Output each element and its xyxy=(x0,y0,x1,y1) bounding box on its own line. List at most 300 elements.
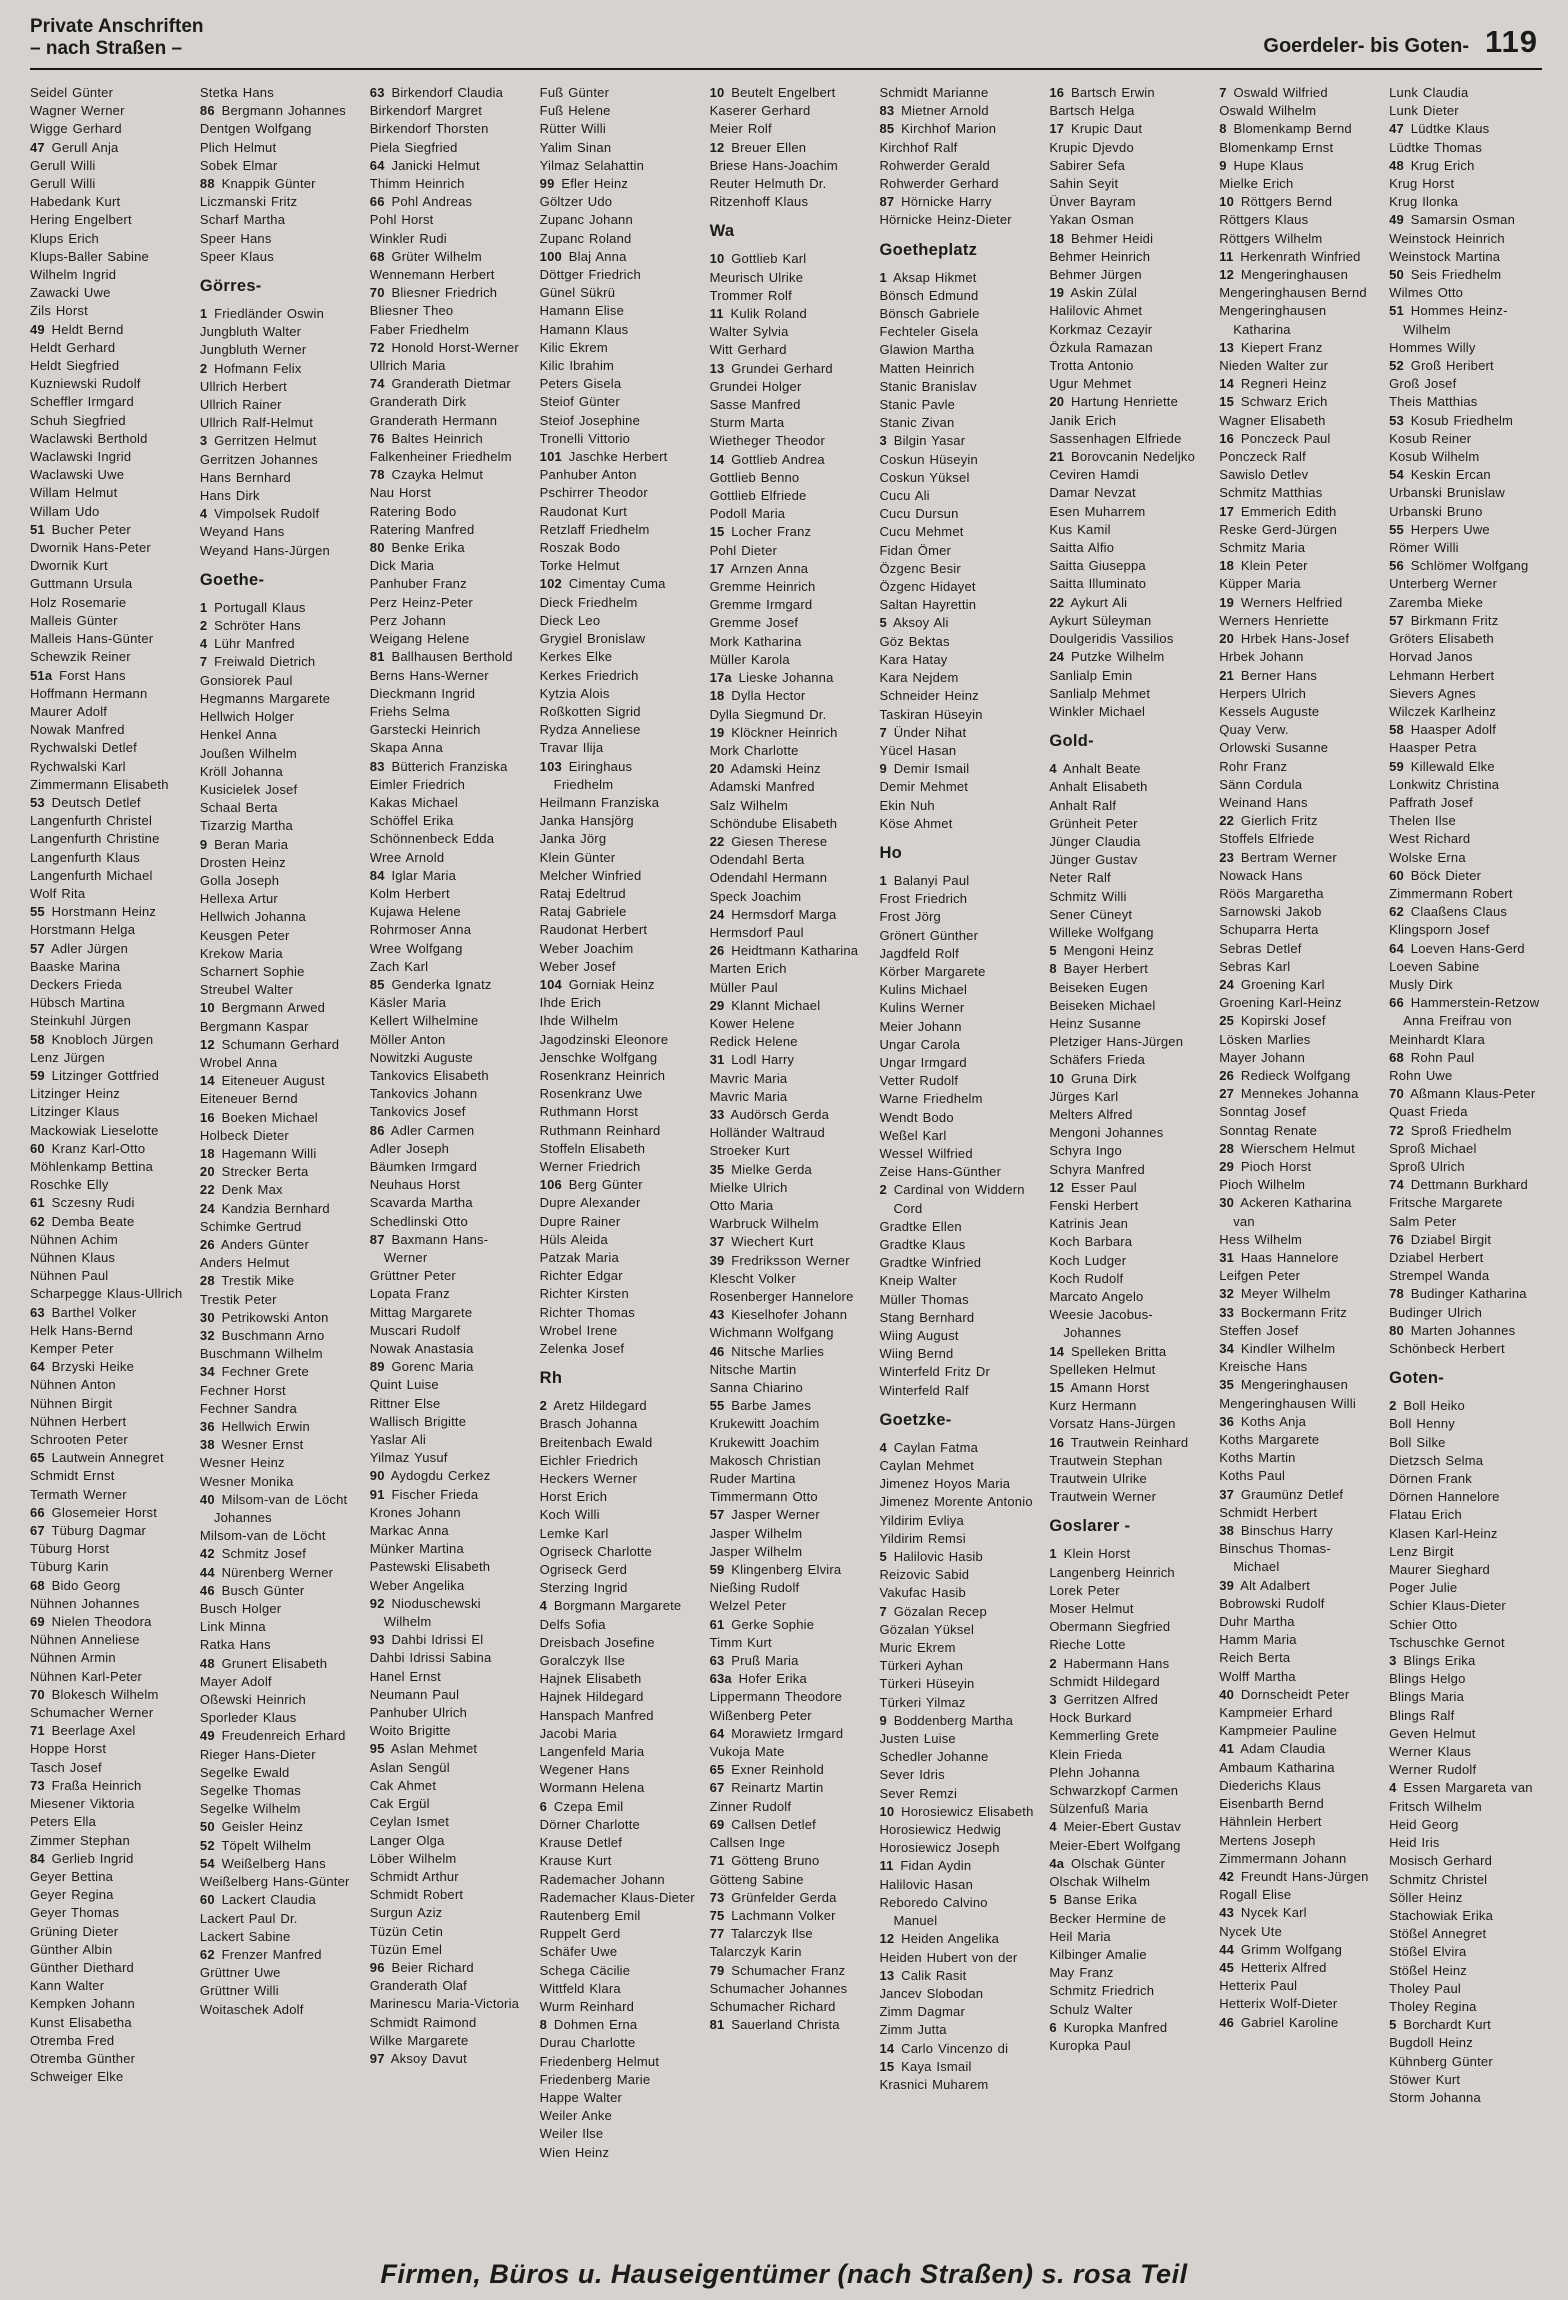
directory-entry: Boll Silke xyxy=(1389,1434,1446,1450)
street-header: Wa xyxy=(709,222,735,241)
house-number: 24 xyxy=(1219,976,1235,992)
house-number: 30 xyxy=(199,1309,215,1325)
directory-entry: Krukewitt Joachim xyxy=(709,1434,820,1450)
directory-entry: Tankovics Elisabeth xyxy=(369,1067,489,1083)
directory-entry: Lunk Dieter xyxy=(1389,103,1459,119)
directory-entry: Winterfeld Ralf xyxy=(879,1382,969,1398)
house-number: 78 xyxy=(369,467,385,483)
directory-entry: Langer Olga xyxy=(369,1832,445,1848)
directory-entry: Bönsch Edmund xyxy=(879,287,979,303)
directory-entry: Pschirrer Theodor xyxy=(539,485,648,501)
directory-entry: Hommes Willy xyxy=(1389,339,1476,355)
directory-entry: 20 Strecker Berta xyxy=(199,1164,309,1180)
directory-entry: Fuß Helene xyxy=(539,103,611,119)
directory-entry: Kytzia Alois xyxy=(539,685,610,701)
directory-entry: 66 Glosemeier Horst xyxy=(30,1504,158,1520)
directory-entry: 88 Knappik Günter xyxy=(199,176,316,192)
directory-entry: Jenschke Wolfgang xyxy=(539,1049,658,1065)
house-number: 97 xyxy=(369,2050,385,2066)
directory-entry: Özgenc Hidayet xyxy=(879,579,976,595)
directory-entry: 87 Baxmann Hans-Werner xyxy=(369,1231,489,1265)
directory-entry: Dörner Charlotte xyxy=(539,1816,640,1832)
directory-entry: Hetterix Wolf-Dieter xyxy=(1219,1996,1338,2012)
house-number: 73 xyxy=(30,1777,45,1793)
directory-entry: Oswald Wilhelm xyxy=(1219,103,1317,119)
directory-entry: Gremme Josef xyxy=(709,615,799,631)
directory-entry: 1 Klein Horst xyxy=(1049,1546,1131,1562)
house-number: 10 xyxy=(1049,1070,1065,1086)
directory-entry: Cak Ergül xyxy=(369,1796,430,1812)
house-number: 76 xyxy=(1389,1231,1404,1247)
directory-entry: Gonsiorek Paul xyxy=(199,672,293,688)
directory-entry: 78 Budinger Katharina xyxy=(1389,1286,1527,1302)
directory-entry: 5 Mengoni Heinz xyxy=(1049,943,1154,959)
directory-entry: Schöffel Erika xyxy=(369,813,454,829)
house-number: 2 xyxy=(539,1398,548,1414)
house-number: 70 xyxy=(369,285,385,301)
house-number: 80 xyxy=(369,540,385,556)
directory-entry: Stöwer Kurt xyxy=(1389,2071,1461,2087)
directory-entry: Fechteler Gisela xyxy=(879,324,979,340)
house-number: 92 xyxy=(369,1595,385,1611)
street-header: Goten- xyxy=(1389,1369,1445,1388)
directory-entry: Geyer Bettina xyxy=(30,1868,114,1884)
directory-entry: Ungar Carola xyxy=(879,1036,961,1052)
house-number: 52 xyxy=(1389,358,1404,374)
directory-entry: Hamann Klaus xyxy=(539,321,629,337)
directory-entry: 2 Aretz Hildegard xyxy=(539,1398,647,1414)
directory-entry: 4 Borgmann Margarete xyxy=(539,1598,682,1614)
directory-entry: Tankovics Johann xyxy=(369,1086,478,1102)
directory-entry: Birkendorf Thorsten xyxy=(369,121,489,137)
directory-entry: 15 Amann Horst xyxy=(1049,1380,1150,1396)
directory-entry: Ruthmann Horst xyxy=(539,1104,639,1120)
directory-entry: Jünger Claudia xyxy=(1049,833,1141,849)
directory-entry: Mosisch Gerhard xyxy=(1389,1853,1493,1869)
directory-entry: Cucu Dursun xyxy=(879,506,959,522)
house-number: 90 xyxy=(369,1468,385,1484)
directory-entry: Ratering Bodo xyxy=(369,503,457,519)
directory-entry: Neuhaus Horst xyxy=(369,1177,461,1193)
directory-entry: Schäfers Frieda xyxy=(1049,1052,1146,1068)
directory-entry: Anhalt Elisabeth xyxy=(1049,779,1148,795)
house-number: 9 xyxy=(1219,157,1227,173)
directory-entry: Urbanski Bruno xyxy=(1389,503,1483,519)
directory-entry: Coskun Hüseyin xyxy=(879,451,978,467)
house-number: 30 xyxy=(1219,1195,1235,1211)
directory-entry: Krekow Maria xyxy=(199,945,283,961)
directory-entry: Salz Wilhelm xyxy=(709,797,789,813)
directory-entry: Schier Otto xyxy=(1389,1616,1458,1632)
house-number: 63a xyxy=(709,1671,732,1687)
directory-entry: Termath Werner xyxy=(30,1486,127,1502)
house-number: 7 xyxy=(199,654,208,670)
directory-entry: Marten Erich xyxy=(709,961,787,977)
directory-entry: 38 Binschus Harry xyxy=(1219,1523,1333,1539)
directory-entry: Weinstock Heinrich xyxy=(1389,230,1505,246)
house-number: 66 xyxy=(1389,995,1404,1011)
house-number: 4a xyxy=(1049,1855,1065,1871)
directory-entry: Heckers Werner xyxy=(539,1471,638,1487)
directory-entry: Neumann Paul xyxy=(369,1686,460,1702)
directory-entry: Stoffeln Elisabeth xyxy=(539,1140,646,1156)
directory-entry: 39 Fredriksson Werner xyxy=(709,1252,850,1268)
directory-entry: Mittag Margarete xyxy=(369,1304,473,1320)
house-number: 66 xyxy=(369,194,385,210)
house-number: 45 xyxy=(1219,1959,1235,1975)
house-number: 1 xyxy=(879,269,887,285)
house-number: 2 xyxy=(879,1182,887,1198)
house-number: 36 xyxy=(199,1419,215,1435)
directory-entry: 36 Hellwich Erwin xyxy=(199,1419,310,1435)
directory-entry: Warbruck Wilhelm xyxy=(709,1216,819,1232)
directory-entry: 59 Klingenberg Elvira xyxy=(709,1562,842,1578)
house-number: 49 xyxy=(199,1728,215,1744)
house-number: 68 xyxy=(1389,1049,1404,1065)
directory-entry: Halilovic Ahmet xyxy=(1049,303,1143,319)
house-number: 72 xyxy=(369,339,385,355)
directory-entry: Tankovics Josef xyxy=(369,1104,466,1120)
directory-entry: Klescht Volker xyxy=(709,1270,796,1286)
directory-entry: Rataj Gabriele xyxy=(539,904,627,920)
house-number: 5 xyxy=(1049,943,1057,959)
directory-entry: 31 Haas Hannelore xyxy=(1219,1250,1339,1265)
directory-entry: Schmitz Matthias xyxy=(1219,485,1323,501)
directory-entry: 16 Bartsch Erwin xyxy=(1049,85,1155,100)
directory-entry: Hübsch Martina xyxy=(30,995,125,1011)
directory-entry: Kann Walter xyxy=(30,1978,105,1994)
house-number: 13 xyxy=(709,360,725,376)
directory-entry: 49 Freudenreich Erhard xyxy=(199,1728,346,1744)
directory-entry: Langenfurth Michael xyxy=(30,867,153,883)
directory-entry: 90 Aydogdu Cerkez xyxy=(369,1468,491,1484)
directory-entry: Mackowiak Lieselotte xyxy=(30,1122,159,1138)
directory-entry: 2 Cardinal von Widdern Cord xyxy=(879,1182,1025,1216)
directory-entry: Falkenheiner Friedhelm xyxy=(369,449,512,465)
directory-entry: Ogriseck Charlotte xyxy=(539,1543,652,1559)
directory-entry: Geven Helmut xyxy=(1389,1725,1476,1741)
directory-entry: 89 Gorenc Maria xyxy=(369,1359,474,1375)
directory-entry: Wallisch Brigitte xyxy=(369,1413,467,1429)
directory-entry: Kusicielek Josef xyxy=(199,781,298,797)
directory-entry: Liczmanski Fritz xyxy=(199,194,298,210)
directory-entry: Beiseken Eugen xyxy=(1049,979,1148,995)
page-number: 119 xyxy=(1484,24,1538,59)
directory-entry: 12 Esser Paul xyxy=(1049,1179,1137,1195)
directory-entry: 55 Horstmann Heinz xyxy=(30,904,157,920)
directory-entry: Langenfurth Klaus xyxy=(30,849,140,865)
directory-entry: 64 Janicki Helmut xyxy=(369,157,480,173)
directory-entry: Loeven Sabine xyxy=(1389,958,1480,974)
directory-entry: Vetter Rudolf xyxy=(879,1073,959,1089)
directory-entry: Dieck Leo xyxy=(539,612,601,628)
directory-entry: 7 Gözalan Recep xyxy=(879,1603,987,1619)
directory-entry: 22 Denk Max xyxy=(199,1182,283,1198)
directory-entry: 58 Haasper Adolf xyxy=(1389,722,1497,738)
directory-entry: Gerull Willi xyxy=(30,176,96,192)
directory-entry: 91 Fischer Frieda xyxy=(369,1486,479,1502)
directory-entry: Podoll Maria xyxy=(709,506,786,522)
directory-entry: Stößel Annegret xyxy=(1389,1926,1487,1942)
directory-entry: 18 Dylla Hector xyxy=(709,688,806,704)
house-number: 79 xyxy=(709,1962,725,1978)
directory-entry: Schuh Siegfried xyxy=(30,412,126,428)
directory-entry: Stößel Elvira xyxy=(1389,1944,1467,1960)
directory-entry: Blomenkamp Ernst xyxy=(1219,139,1334,155)
directory-entry: 66 Pohl Andreas xyxy=(369,194,473,210)
house-number: 20 xyxy=(1219,631,1235,647)
directory-entry: Ruder Martina xyxy=(709,1471,796,1487)
directory-entry: Nowak Manfred xyxy=(30,722,125,738)
directory-entry: 27 Mennekes Johanna xyxy=(1219,1086,1359,1102)
directory-entry: Seidel Günter xyxy=(30,85,114,100)
directory-entry: Heldt Siegfried xyxy=(30,358,120,374)
directory-entry: 53 Kosub Friedhelm xyxy=(1389,412,1514,428)
house-number: 8 xyxy=(1049,961,1057,977)
house-number: 11 xyxy=(709,306,724,322)
directory-entry: Müller Thomas xyxy=(879,1291,969,1307)
directory-entry: Raudonat Herbert xyxy=(539,922,648,938)
directory-entry: Cucu Ali xyxy=(879,488,930,504)
directory-entry: Pastewski Elisabeth xyxy=(369,1559,491,1575)
directory-entry: Stanic Pavle xyxy=(879,397,956,413)
directory-entry: Schmidt Marianne xyxy=(879,85,989,100)
directory-entry: Budinger Ulrich xyxy=(1389,1304,1482,1320)
directory-entry: Panhuber Franz xyxy=(369,576,467,592)
directory-entry: Sasse Manfred xyxy=(709,397,801,413)
directory-entry: Otremba Fred xyxy=(30,2032,115,2048)
house-number: 64 xyxy=(709,1725,725,1741)
directory-entry: Dwornik Hans-Peter xyxy=(30,540,151,556)
directory-entry: Ullrich Rainer xyxy=(199,397,282,413)
street-header: Gold- xyxy=(1049,732,1094,751)
house-number: 42 xyxy=(1219,1868,1235,1884)
directory-entry: 61 Sczesny Rudi xyxy=(30,1195,135,1211)
directory-entry: Duhr Martha xyxy=(1219,1614,1295,1630)
directory-entry: 10 Gruna Dirk xyxy=(1049,1070,1137,1086)
street-header: Goslarer - xyxy=(1049,1517,1131,1536)
directory-entry: Ünver Bayram xyxy=(1049,194,1136,210)
directory-entry: 63 Pruß Maria xyxy=(709,1653,799,1669)
directory-entry: 73 Grünfelder Gerda xyxy=(709,1889,837,1905)
directory-entry: Gremme Irmgard xyxy=(709,597,813,613)
street-header: Goethe- xyxy=(199,570,265,589)
directory-entry: 3 Gerritzen Helmut xyxy=(199,433,317,449)
directory-entry: 85 Genderka Ignatz xyxy=(369,976,492,992)
directory-entry: Hajnek Elisabeth xyxy=(539,1671,642,1687)
directory-entry: Hellwich Johanna xyxy=(199,909,306,925)
directory-entry: Timmermann Otto xyxy=(709,1489,818,1505)
directory-entry: Blings Maria xyxy=(1389,1689,1465,1705)
house-number: 64 xyxy=(30,1359,45,1375)
street-header: Goetheplatz xyxy=(879,240,978,259)
house-number: 50 xyxy=(1389,267,1404,283)
street-header: Ho xyxy=(879,843,903,862)
directory-entry: Jungbluth Walter xyxy=(199,324,302,340)
directory-entry: Meinhardt Klara xyxy=(1389,1031,1485,1047)
directory-entry: Eiteneuer Bernd xyxy=(199,1091,298,1107)
directory-entry: Schwarzkopf Carmen xyxy=(1049,1783,1179,1799)
directory-entry: 22 Aykurt Ali xyxy=(1049,594,1128,610)
directory-entry: Otremba Günther xyxy=(30,2050,136,2066)
directory-entry: Scheffler Irmgard xyxy=(30,394,134,410)
directory-entry: Nühnen Paul xyxy=(30,1268,109,1284)
house-number: 20 xyxy=(1049,394,1065,410)
directory-entry: Zimmer Stephan xyxy=(30,1832,130,1848)
directory-entry: Quint Luise xyxy=(369,1377,439,1393)
directory-entry: Jürges Karl xyxy=(1049,1088,1119,1104)
house-number: 48 xyxy=(1389,157,1404,173)
directory-entry: Fechner Sandra xyxy=(199,1400,297,1416)
directory-entry: Nitsche Martin xyxy=(709,1361,797,1377)
directory-entry: 49 Samarsin Osman xyxy=(1389,212,1516,228)
directory-entry: Milsom-van de Löcht xyxy=(199,1528,326,1544)
directory-entry: Döttger Friedrich xyxy=(539,267,641,283)
directory-entry: Gottlieb Elfriede xyxy=(709,488,807,504)
directory-entry: 53 Deutsch Detlef xyxy=(30,794,141,810)
directory-entry: Kerkes Elke xyxy=(539,649,613,665)
street-header: Goetzke- xyxy=(879,1410,952,1429)
directory-entry: Zaremba Mieke xyxy=(1389,594,1484,610)
directory-entry: Weiler Ilse xyxy=(539,2126,604,2142)
house-number: 68 xyxy=(369,248,385,264)
house-number: 70 xyxy=(30,1686,45,1702)
directory-entry: 85 Kirchhof Marion xyxy=(879,121,997,137)
directory-entry: Ugur Mehmet xyxy=(1049,376,1132,392)
directory-entry: Krug Horst xyxy=(1389,176,1455,192)
directory-entry: Özgenc Besir xyxy=(879,560,961,576)
directory-entry: 67 Tüburg Dagmar xyxy=(30,1523,147,1539)
house-number: 66 xyxy=(30,1504,45,1520)
directory-entry: Sonntag Renate xyxy=(1219,1122,1317,1138)
directory-entry: Kreische Hans xyxy=(1219,1359,1308,1375)
directory-entry: 68 Bido Georg xyxy=(30,1577,121,1593)
directory-entry: 7 Ünder Nihat xyxy=(879,724,967,740)
directory-entry: Kuropka Paul xyxy=(1049,2037,1131,2053)
directory-entry: 24 Kandzia Bernhard xyxy=(199,1200,330,1216)
directory-entry: Ogriseck Gerd xyxy=(539,1562,628,1578)
directory-entry: Saitta Illuminato xyxy=(1049,576,1147,592)
directory-entry: Tholey Paul xyxy=(1389,1980,1461,1996)
house-number: 17a xyxy=(709,670,732,686)
directory-entry: 97 Aksoy Davut xyxy=(369,2050,467,2066)
directory-entry: Storm Johanna xyxy=(1389,2089,1481,2105)
house-number: 104 xyxy=(539,976,562,992)
directory-entry: 65 Lautwein Annegret xyxy=(30,1450,164,1466)
directory-entry: 30 Petrikowski Anton xyxy=(199,1309,329,1325)
directory-entry: Mengoni Johannes xyxy=(1049,1125,1164,1141)
directory-entry: Skapa Anna xyxy=(369,740,443,756)
directory-entry: Werner Klaus xyxy=(1389,1744,1472,1760)
directory-entry: Panhuber Anton xyxy=(539,467,637,483)
house-number: 6 xyxy=(1049,2019,1057,2035)
directory-entry: Dupre Alexander xyxy=(539,1195,641,1211)
directory-entry: Wißenberg Peter xyxy=(709,1707,812,1723)
directory-entry: 92 Nioduschewski Wilhelm xyxy=(369,1595,481,1630)
directory-entry: Schmidt Robert xyxy=(369,1887,464,1903)
directory-entry: Keusgen Peter xyxy=(199,927,290,943)
directory-entry: 54 Weißelberg Hans xyxy=(199,1855,326,1871)
directory-entry: Gerull Willi xyxy=(30,157,96,173)
house-number: 17 xyxy=(1219,503,1235,519)
directory-entry: Kara Nejdem xyxy=(879,670,959,686)
directory-entry: Kneip Walter xyxy=(879,1273,957,1289)
house-number: 85 xyxy=(369,976,385,992)
directory-entry: Talarczyk Karin xyxy=(709,1944,802,1960)
directory-entry: 25 Kopirski Josef xyxy=(1219,1013,1326,1029)
directory-entry: Rieger Hans-Dieter xyxy=(199,1746,316,1762)
house-number: 31 xyxy=(709,1052,725,1068)
directory-entry: 63 Birkendorf Claudia xyxy=(369,85,504,100)
house-number: 78 xyxy=(1389,1286,1404,1302)
house-number: 18 xyxy=(199,1145,215,1161)
directory-entry: Sener Cüneyt xyxy=(1049,906,1133,922)
directory-entry: Herpers Ulrich xyxy=(1219,685,1307,701)
directory-entry: Kerkes Friedrich xyxy=(539,667,639,683)
directory-entry: 58 Knobloch Jürgen xyxy=(30,1031,154,1047)
directory-entry: Nühnen Anneliese xyxy=(30,1632,140,1648)
directory-entry: Koths Paul xyxy=(1219,1468,1286,1484)
directory-entry: Hähnlein Herbert xyxy=(1219,1814,1322,1830)
directory-entry: Werners Henriette xyxy=(1219,612,1329,628)
directory-entry: West Richard xyxy=(1389,831,1471,847)
directory-entry: Jasper Wilhelm xyxy=(709,1543,803,1559)
directory-entry: Odendahl Berta xyxy=(709,852,805,868)
directory-entry: Golla Joseph xyxy=(199,872,280,888)
directory-entry: Zimmermann Robert xyxy=(1389,885,1513,901)
directory-entry: 52 Töpelt Wilhelm xyxy=(199,1837,312,1853)
directory-entry: 1 Friedländer Oswin xyxy=(199,306,325,322)
directory-entry: 55 Barbe James xyxy=(709,1398,812,1414)
directory-entry: Hellwich Holger xyxy=(199,709,295,725)
directory-entry: Schmidt Herbert xyxy=(1219,1504,1318,1520)
house-number: 85 xyxy=(879,121,895,137)
directory-entry: 71 Beerlage Axel xyxy=(30,1723,136,1739)
directory-entry: Haasper Petra xyxy=(1389,740,1477,756)
directory-entry: Bliesner Theo xyxy=(369,303,454,319)
directory-entry: Guttmann Ursula xyxy=(30,576,133,592)
directory-entry: Hörnicke Heinz-Dieter xyxy=(879,212,1012,228)
directory-entry: Halilovic Hasan xyxy=(879,1876,974,1892)
directory-entry: Caylan Mehmet xyxy=(879,1458,975,1474)
directory-entry: Hajnek Hildegard xyxy=(539,1689,644,1705)
directory-entry: Günel Sükrü xyxy=(539,285,616,301)
directory-entry: Reske Gerd-Jürgen xyxy=(1219,521,1338,537)
house-number: 44 xyxy=(1219,1941,1235,1957)
directory-entry: Jimenez Hoyos Maria xyxy=(879,1476,1011,1492)
directory-entry: 12 Schumann Gerhard xyxy=(199,1036,340,1052)
house-number: 19 xyxy=(1049,285,1065,301)
directory-entry: 23 Bertram Werner xyxy=(1219,849,1337,865)
directory-entry: 40 Dornscheidt Peter xyxy=(1219,1686,1350,1702)
header-title xyxy=(30,16,204,60)
directory-entry: 20 Adamski Heinz xyxy=(709,761,821,777)
directory-entry: Waclawski Ingrid xyxy=(30,449,132,465)
house-number: 47 xyxy=(1389,121,1404,137)
directory-entry: Wichmann Wolfgang xyxy=(709,1325,834,1341)
house-number: 62 xyxy=(30,1213,45,1229)
house-number: 28 xyxy=(1219,1140,1235,1156)
directory-entry: Klein Günter xyxy=(539,849,616,865)
directory-entry: Hoppe Horst xyxy=(30,1741,107,1757)
directory-entry: Klingsporn Josef xyxy=(1389,922,1490,938)
directory-entry: 28 Wierschem Helmut xyxy=(1219,1140,1355,1156)
directory-entry: Pletziger Hans-Jürgen xyxy=(1049,1034,1184,1050)
directory-entry: Dieckmann Ingrid xyxy=(369,685,476,701)
directory-entry: 84 Iglar Maria xyxy=(369,867,457,883)
house-number: 50 xyxy=(199,1819,215,1835)
directory-entry: Sever Remzi xyxy=(879,1785,958,1801)
